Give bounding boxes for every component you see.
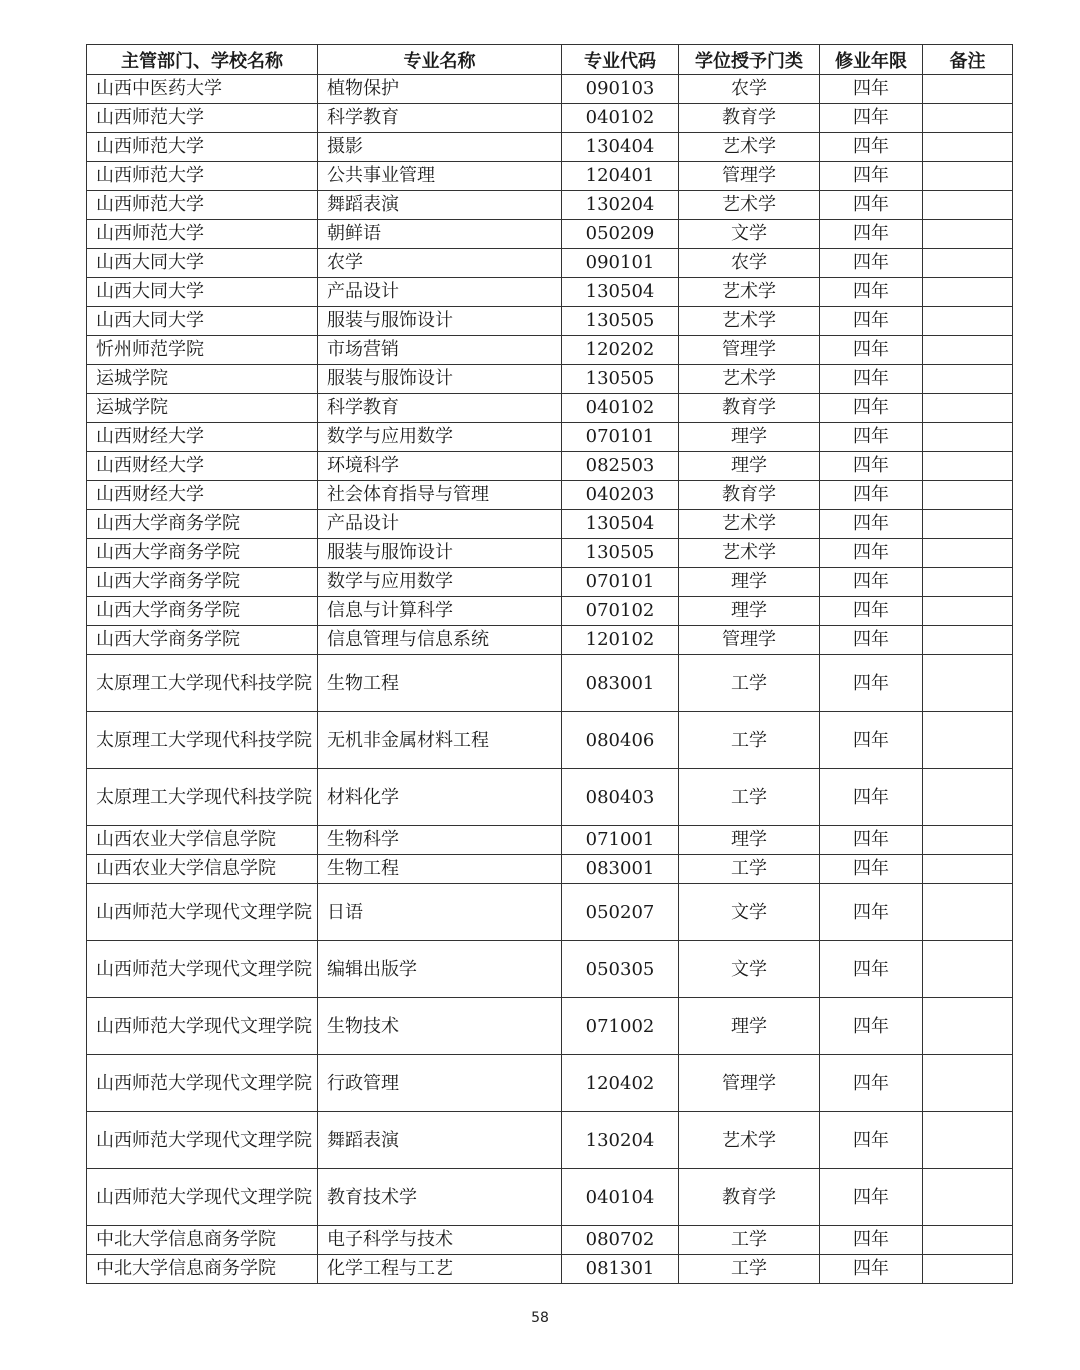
cell-code: 081301 (562, 1255, 679, 1284)
cell-school: 山西师范大学现代文理学院 (87, 1112, 318, 1169)
cell-code: 040102 (562, 394, 679, 423)
cell-code: 080403 (562, 769, 679, 826)
table-row (87, 220, 1013, 249)
cell-note (923, 1255, 1013, 1284)
cell-degree: 农学 (679, 249, 820, 278)
cell-major: 生物工程 (318, 655, 562, 712)
table-row (87, 597, 1013, 626)
cell-note (923, 539, 1013, 568)
cell-major: 植物保护 (318, 75, 562, 104)
cell-degree: 艺术学 (679, 539, 820, 568)
cell-note (923, 568, 1013, 597)
cell-note (923, 307, 1013, 336)
cell-degree: 管理学 (679, 1055, 820, 1112)
cell-degree: 教育学 (679, 481, 820, 510)
cell-code: 082503 (562, 452, 679, 481)
cell-years: 四年 (820, 133, 923, 162)
cell-note (923, 1055, 1013, 1112)
cell-years: 四年 (820, 626, 923, 655)
cell-degree: 艺术学 (679, 278, 820, 307)
cell-degree: 文学 (679, 220, 820, 249)
table-row (87, 655, 1013, 712)
cell-note (923, 278, 1013, 307)
table-row (87, 191, 1013, 220)
cell-note (923, 626, 1013, 655)
table-row (87, 249, 1013, 278)
table-row (87, 1169, 1013, 1226)
cell-years: 四年 (820, 307, 923, 336)
cell-school: 山西农业大学信息学院 (87, 855, 318, 884)
cell-degree: 管理学 (679, 336, 820, 365)
cell-degree: 艺术学 (679, 133, 820, 162)
table-row (87, 1055, 1013, 1112)
cell-degree: 艺术学 (679, 307, 820, 336)
cell-school: 忻州师范学院 (87, 336, 318, 365)
table-row (87, 278, 1013, 307)
cell-years: 四年 (820, 220, 923, 249)
cell-degree: 教育学 (679, 1169, 820, 1226)
cell-code: 130204 (562, 1112, 679, 1169)
cell-degree: 理学 (679, 597, 820, 626)
cell-major: 服装与服饰设计 (318, 307, 562, 336)
table-header-row (87, 45, 1013, 75)
cell-years: 四年 (820, 769, 923, 826)
cell-degree: 工学 (679, 655, 820, 712)
table-row (87, 133, 1013, 162)
cell-major: 材料化学 (318, 769, 562, 826)
cell-note (923, 1226, 1013, 1255)
cell-school: 山西大学商务学院 (87, 539, 318, 568)
cell-major: 信息管理与信息系统 (318, 626, 562, 655)
table-row (87, 75, 1013, 104)
cell-degree: 理学 (679, 826, 820, 855)
cell-school: 山西师范大学现代文理学院 (87, 1169, 318, 1226)
cell-school: 山西财经大学 (87, 481, 318, 510)
header-note: 备注 (923, 45, 1013, 75)
cell-major: 科学教育 (318, 394, 562, 423)
table-row (87, 162, 1013, 191)
cell-years: 四年 (820, 162, 923, 191)
cell-code: 070101 (562, 568, 679, 597)
cell-school: 山西师范大学现代文理学院 (87, 998, 318, 1055)
cell-degree: 工学 (679, 769, 820, 826)
cell-degree: 管理学 (679, 162, 820, 191)
cell-note (923, 712, 1013, 769)
cell-code: 040104 (562, 1169, 679, 1226)
cell-code: 050305 (562, 941, 679, 998)
cell-major: 舞蹈表演 (318, 1112, 562, 1169)
cell-years: 四年 (820, 826, 923, 855)
cell-note (923, 336, 1013, 365)
cell-note (923, 826, 1013, 855)
cell-major: 编辑出版学 (318, 941, 562, 998)
cell-note (923, 249, 1013, 278)
cell-school: 中北大学信息商务学院 (87, 1255, 318, 1284)
cell-degree: 教育学 (679, 394, 820, 423)
cell-school: 山西师范大学 (87, 191, 318, 220)
cell-degree: 艺术学 (679, 1112, 820, 1169)
page-number: 58 (531, 1310, 549, 1326)
cell-degree: 农学 (679, 75, 820, 104)
cell-major: 朝鲜语 (318, 220, 562, 249)
cell-school: 山西师范大学现代文理学院 (87, 884, 318, 941)
cell-school: 山西农业大学信息学院 (87, 826, 318, 855)
table-row (87, 568, 1013, 597)
cell-code: 050209 (562, 220, 679, 249)
cell-major: 化学工程与工艺 (318, 1255, 562, 1284)
cell-major: 生物技术 (318, 998, 562, 1055)
table-row (87, 712, 1013, 769)
cell-school: 山西师范大学 (87, 133, 318, 162)
cell-note (923, 75, 1013, 104)
cell-code: 130505 (562, 365, 679, 394)
header-code: 专业代码 (562, 45, 679, 75)
cell-years: 四年 (820, 539, 923, 568)
cell-note (923, 597, 1013, 626)
cell-note (923, 423, 1013, 452)
cell-years: 四年 (820, 365, 923, 394)
cell-degree: 文学 (679, 941, 820, 998)
table-row (87, 1112, 1013, 1169)
header-major: 专业名称 (318, 45, 562, 75)
cell-note (923, 998, 1013, 1055)
cell-major: 市场营销 (318, 336, 562, 365)
cell-note (923, 855, 1013, 884)
cell-years: 四年 (820, 1112, 923, 1169)
cell-code: 130504 (562, 278, 679, 307)
cell-school: 山西大学商务学院 (87, 510, 318, 539)
cell-major: 电子科学与技术 (318, 1226, 562, 1255)
cell-code: 050207 (562, 884, 679, 941)
cell-major: 生物科学 (318, 826, 562, 855)
cell-major: 日语 (318, 884, 562, 941)
cell-years: 四年 (820, 191, 923, 220)
cell-code: 090101 (562, 249, 679, 278)
cell-code: 070102 (562, 597, 679, 626)
cell-school: 山西师范大学 (87, 162, 318, 191)
cell-school: 山西大学商务学院 (87, 626, 318, 655)
cell-major: 数学与应用数学 (318, 568, 562, 597)
table-row (87, 769, 1013, 826)
cell-school: 太原理工大学现代科技学院 (87, 655, 318, 712)
cell-major: 服装与服饰设计 (318, 365, 562, 394)
cell-note (923, 394, 1013, 423)
cell-years: 四年 (820, 1226, 923, 1255)
table-row (87, 394, 1013, 423)
cell-major: 产品设计 (318, 510, 562, 539)
cell-note (923, 191, 1013, 220)
cell-code: 090103 (562, 75, 679, 104)
cell-school: 山西财经大学 (87, 452, 318, 481)
cell-years: 四年 (820, 452, 923, 481)
cell-school: 运城学院 (87, 365, 318, 394)
cell-major: 数学与应用数学 (318, 423, 562, 452)
table-row (87, 826, 1013, 855)
cell-years: 四年 (820, 1255, 923, 1284)
cell-major: 服装与服饰设计 (318, 539, 562, 568)
cell-school: 运城学院 (87, 394, 318, 423)
cell-school: 山西大同大学 (87, 278, 318, 307)
cell-code: 083001 (562, 655, 679, 712)
cell-years: 四年 (820, 884, 923, 941)
cell-code: 080702 (562, 1226, 679, 1255)
table-row (87, 452, 1013, 481)
cell-years: 四年 (820, 394, 923, 423)
cell-note (923, 365, 1013, 394)
cell-school: 山西大学商务学院 (87, 568, 318, 597)
cell-note (923, 452, 1013, 481)
cell-major: 摄影 (318, 133, 562, 162)
cell-code: 120401 (562, 162, 679, 191)
table-row (87, 481, 1013, 510)
cell-degree: 理学 (679, 452, 820, 481)
cell-degree: 理学 (679, 423, 820, 452)
table-row (87, 941, 1013, 998)
cell-school: 山西师范大学 (87, 104, 318, 133)
cell-degree: 教育学 (679, 104, 820, 133)
cell-years: 四年 (820, 1055, 923, 1112)
cell-code: 120202 (562, 336, 679, 365)
document-page (86, 44, 1012, 1284)
cell-note (923, 510, 1013, 539)
cell-code: 083001 (562, 855, 679, 884)
cell-years: 四年 (820, 1169, 923, 1226)
table-row (87, 365, 1013, 394)
cell-note (923, 769, 1013, 826)
cell-major: 行政管理 (318, 1055, 562, 1112)
cell-note (923, 884, 1013, 941)
cell-note (923, 941, 1013, 998)
cell-major: 产品设计 (318, 278, 562, 307)
cell-major: 生物工程 (318, 855, 562, 884)
cell-degree: 工学 (679, 855, 820, 884)
cell-years: 四年 (820, 278, 923, 307)
cell-major: 科学教育 (318, 104, 562, 133)
cell-note (923, 104, 1013, 133)
cell-code: 130505 (562, 539, 679, 568)
header-school: 主管部门、学校名称 (87, 45, 318, 75)
cell-years: 四年 (820, 568, 923, 597)
cell-years: 四年 (820, 481, 923, 510)
cell-degree: 工学 (679, 1255, 820, 1284)
cell-note (923, 655, 1013, 712)
cell-note (923, 162, 1013, 191)
cell-school: 山西大学商务学院 (87, 597, 318, 626)
table-row (87, 998, 1013, 1055)
cell-years: 四年 (820, 423, 923, 452)
cell-school: 山西师范大学 (87, 220, 318, 249)
cell-degree: 理学 (679, 998, 820, 1055)
cell-note (923, 1169, 1013, 1226)
cell-school: 山西中医药大学 (87, 75, 318, 104)
cell-major: 社会体育指导与管理 (318, 481, 562, 510)
table-row (87, 855, 1013, 884)
cell-code: 120402 (562, 1055, 679, 1112)
cell-major: 信息与计算科学 (318, 597, 562, 626)
cell-code: 071002 (562, 998, 679, 1055)
cell-code: 040203 (562, 481, 679, 510)
cell-degree: 文学 (679, 884, 820, 941)
cell-code: 070101 (562, 423, 679, 452)
cell-school: 山西大同大学 (87, 307, 318, 336)
cell-code: 130504 (562, 510, 679, 539)
cell-years: 四年 (820, 941, 923, 998)
cell-years: 四年 (820, 855, 923, 884)
cell-note (923, 133, 1013, 162)
cell-code: 040102 (562, 104, 679, 133)
cell-years: 四年 (820, 655, 923, 712)
cell-major: 舞蹈表演 (318, 191, 562, 220)
cell-years: 四年 (820, 998, 923, 1055)
cell-school: 中北大学信息商务学院 (87, 1226, 318, 1255)
cell-years: 四年 (820, 510, 923, 539)
cell-years: 四年 (820, 249, 923, 278)
table-row (87, 1255, 1013, 1284)
table-row (87, 336, 1013, 365)
cell-years: 四年 (820, 336, 923, 365)
table-row (87, 539, 1013, 568)
table-row (87, 307, 1013, 336)
cell-code: 071001 (562, 826, 679, 855)
cell-school: 太原理工大学现代科技学院 (87, 712, 318, 769)
cell-code: 120102 (562, 626, 679, 655)
cell-major: 环境科学 (318, 452, 562, 481)
table-row (87, 423, 1013, 452)
table-body (87, 75, 1013, 1284)
majors-table (86, 44, 1013, 1284)
table-row (87, 626, 1013, 655)
cell-code: 080406 (562, 712, 679, 769)
cell-code: 130505 (562, 307, 679, 336)
table-row (87, 510, 1013, 539)
cell-degree: 管理学 (679, 626, 820, 655)
cell-note (923, 220, 1013, 249)
cell-note (923, 1112, 1013, 1169)
cell-school: 太原理工大学现代科技学院 (87, 769, 318, 826)
cell-degree: 艺术学 (679, 510, 820, 539)
cell-school: 山西师范大学现代文理学院 (87, 941, 318, 998)
header-years: 修业年限 (820, 45, 923, 75)
cell-degree: 艺术学 (679, 191, 820, 220)
header-degree: 学位授予门类 (679, 45, 820, 75)
cell-school: 山西师范大学现代文理学院 (87, 1055, 318, 1112)
cell-note (923, 481, 1013, 510)
cell-degree: 理学 (679, 568, 820, 597)
cell-major: 农学 (318, 249, 562, 278)
cell-major: 无机非金属材料工程 (318, 712, 562, 769)
table-row (87, 1226, 1013, 1255)
cell-major: 公共事业管理 (318, 162, 562, 191)
cell-code: 130204 (562, 191, 679, 220)
cell-school: 山西财经大学 (87, 423, 318, 452)
cell-code: 130404 (562, 133, 679, 162)
table-row (87, 884, 1013, 941)
table-row (87, 104, 1013, 133)
cell-major: 教育技术学 (318, 1169, 562, 1226)
cell-years: 四年 (820, 712, 923, 769)
cell-years: 四年 (820, 597, 923, 626)
cell-degree: 艺术学 (679, 365, 820, 394)
cell-school: 山西大同大学 (87, 249, 318, 278)
cell-degree: 工学 (679, 712, 820, 769)
cell-years: 四年 (820, 75, 923, 104)
cell-degree: 工学 (679, 1226, 820, 1255)
cell-years: 四年 (820, 104, 923, 133)
